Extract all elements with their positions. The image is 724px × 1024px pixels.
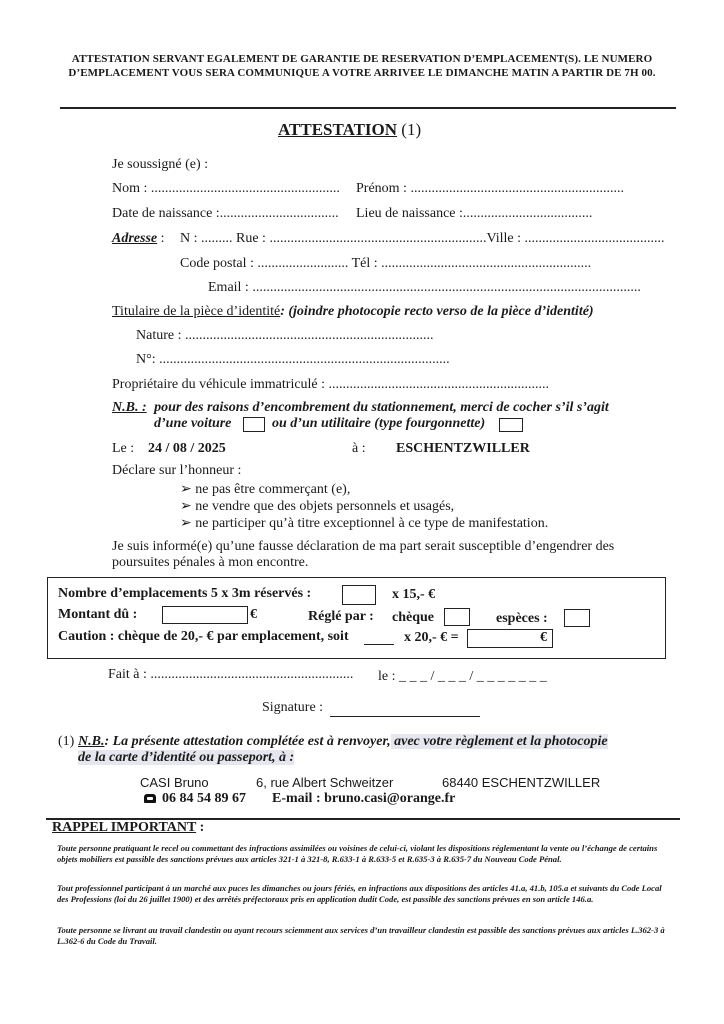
adresse-field[interactable]: N : ......... Rue : ..............................................................Ville : ........................................ — [180, 231, 665, 246]
rappel-paragraph-1: Toute personne pratiquant le recel ou commettant des infractions assimilées ou voisines de celui-ci, violant les dispositions réglementant la vente ou l’échange de certains objets mobiliers est passible des sanctions prévues aux articles 321-1 à 321-8, R.633-1 à R.633-5 et R.635-3 à R.635-7 du Nouveau Code Pénal. — [57, 843, 658, 864]
prix-label: x 15,- € — [392, 587, 436, 602]
nom-field[interactable]: Nom : ...................................................... — [112, 181, 340, 196]
contact-phone-line — [144, 791, 246, 807]
contact-email[interactable]: E-mail : bruno.casi@orange.fr — [272, 791, 456, 806]
nombre-label: Nombre d’emplacements 5 x 3m réservés : — [58, 586, 312, 601]
date-naissance-field[interactable]: Date de naissance :.................................. — [112, 206, 339, 221]
footnote-line2 — [78, 750, 294, 766]
proprietaire-field[interactable]: Propriétaire du véhicule immatriculé : ............................................................... — [112, 377, 550, 392]
header-divider — [60, 107, 676, 109]
footnote-text2: de la carte d’identité ou passeport, à : — [78, 750, 295, 765]
title-suffix: (1) — [401, 120, 422, 139]
declare-label: Déclare sur l’honneur : — [112, 463, 242, 478]
bullet-3-text: ne participer qu’à titre exceptionnel à ce type de manifestation. — [195, 516, 549, 531]
rappel-paragraph-3: Toute personne se livrant au travail clandestin ou ayant recours sciemment aux services d’un travailleur clandestin est passible des sanctions prévues aux articles L.362-3 à L.362-6 du Code du Travail. — [57, 925, 665, 946]
caution-count-input[interactable] — [364, 644, 394, 645]
montant-euro: € — [250, 607, 257, 622]
utilitaire-checkbox[interactable] — [499, 418, 523, 432]
nombre-input[interactable] — [342, 585, 376, 605]
prenom-field[interactable]: Prénom : ............................................................. — [356, 181, 624, 196]
code-postal-tel-field[interactable]: Code postal : .......................... Tél : ............................................................ — [180, 256, 592, 271]
signature-line[interactable] — [330, 716, 480, 717]
contact-name: CASI Bruno — [140, 775, 209, 790]
numero-field[interactable]: N°: ................................................................................... — [136, 352, 450, 367]
informe-line2: poursuites pénales à mon encontre. — [112, 555, 309, 570]
fait-a-field[interactable]: Fait à : .......................................................... — [108, 667, 354, 682]
caution-label: Caution : chèque de 20,- € par emplacement, soit — [58, 629, 349, 644]
contact-address: 6, rue Albert Schweitzer — [256, 775, 394, 790]
title-main: ATTESTATION — [278, 120, 398, 139]
bullet-2 — [180, 498, 454, 515]
rappel-title: RAPPEL IMPORTANT — [52, 820, 197, 835]
rappel-paragraph-2: Tout professionnel participant à un marché aux puces les dimanches ou jours fériés, en infractions aux dispositions des articles 41.a, 41.b, 105.a et suivants du Code Local des Professions (loi du 26 juillet 1900) et des arrêtés préfectoraux pris en application dudit Code, est passible des sanctions prévues en son article 146.a. — [57, 883, 662, 904]
a-label: à : — [352, 441, 366, 456]
bullet-3 — [180, 515, 548, 532]
footnote-text1b: avec votre règlement et la photocopie — [390, 734, 608, 749]
footnote-num: (1) — [58, 734, 75, 749]
caution-euro: € — [540, 630, 547, 645]
nb-text1: pour des raisons d’encombrement du stationnement, merci de cocher s’il s’agit — [154, 400, 609, 415]
nb-label: N.B. : — [112, 400, 147, 415]
bullet-1-text: ne pas être commerçant (e), — [195, 482, 351, 497]
cheque-checkbox[interactable] — [444, 608, 470, 626]
informe-line1: Je suis informé(e) qu’une fausse déclaration de ma part serait susceptible d’engendrer des — [112, 539, 615, 554]
footnote-line1 — [78, 734, 608, 750]
signature-label: Signature : — [262, 700, 324, 715]
especes-checkbox[interactable] — [564, 609, 590, 627]
footnote-nb: N.B. — [78, 734, 105, 749]
soussigne-label: Je soussigné (e) : — [112, 157, 209, 172]
montant-label: Montant dû : — [58, 607, 138, 622]
header-notice: ATTESTATION SERVANT EGALEMENT DE GARANTIE DE RESERVATION D’EMPLACEMENT(S). LE NUMERO D’EMPLACEMENT VOUS SERA COMMUNIQUE A VOTRE ARRIVEE LE DIMANCHE MATIN A PARTIR DE 7H 00. — [68, 53, 656, 79]
lieu-naissance-field[interactable]: Lieu de naissance :..................................... — [356, 206, 593, 221]
le-date-field[interactable]: le : _ _ _ / _ _ _ / _ _ _ _ _ _ _ — [378, 669, 547, 684]
footnote-text1a: : La présente attestation complétée est à renvoyer, — [104, 734, 391, 749]
page-title — [278, 120, 421, 140]
bullet-2-text: ne vendre que des objets personnels et usagés, — [195, 499, 455, 514]
regle-label: Réglé par : — [308, 609, 374, 624]
le-label: Le : — [112, 441, 135, 456]
cheque-label: chèque — [392, 610, 434, 625]
nb-vehicle-line1 — [112, 400, 609, 416]
lieu-value: ESCHENTZWILLER — [396, 441, 530, 456]
arrow-icon: ➢ — [180, 516, 192, 531]
adresse-label — [112, 231, 165, 247]
rappel-title-line — [52, 820, 204, 836]
titulaire-label: Titulaire de la pièce d’identité — [112, 304, 281, 319]
contact-phone: 06 84 54 89 67 — [162, 791, 246, 806]
montant-input[interactable] — [162, 606, 248, 624]
rappel-colon: : — [199, 820, 205, 835]
telephone-icon — [144, 794, 156, 803]
email-field[interactable]: Email : ............................................................................................................... — [208, 280, 641, 295]
arrow-icon: ➢ — [180, 482, 192, 497]
titulaire-line — [112, 304, 594, 320]
adresse-label-text: Adresse — [112, 231, 158, 246]
nature-field[interactable]: Nature : ....................................................................... — [136, 328, 434, 343]
adresse-colon: : — [160, 231, 165, 246]
titulaire-note: : (joindre photocopie recto verso de la pièce d’identité) — [280, 304, 594, 319]
especes-label: espèces : — [496, 611, 548, 626]
nb-text2b: ou d’un utilitaire (type fourgonnette) — [272, 416, 486, 431]
arrow-icon: ➢ — [180, 499, 192, 514]
contact-city: 68440 ESCHENTZWILLER — [442, 775, 601, 790]
date-value: 24 / 08 / 2025 — [148, 441, 226, 456]
nb-text2a: d’une voiture — [154, 416, 232, 431]
bullet-1 — [180, 481, 350, 498]
caution-x-label: x 20,- € = — [404, 630, 459, 645]
voiture-checkbox[interactable] — [243, 417, 265, 432]
